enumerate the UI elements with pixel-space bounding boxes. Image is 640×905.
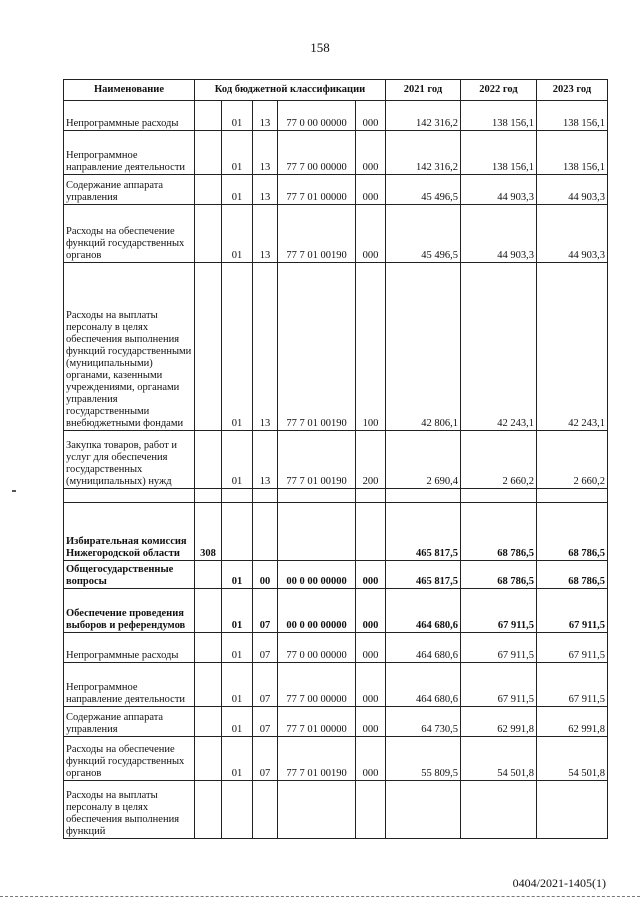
expense-type-code: 000 — [356, 633, 386, 663]
section-code: 01 — [222, 101, 253, 131]
value-2022: 54 501,8 — [461, 737, 537, 781]
section-code: 01 — [222, 263, 253, 431]
table-header — [64, 80, 608, 101]
section-code: 01 — [222, 633, 253, 663]
value-2022: 68 786,5 — [461, 503, 537, 561]
expense-type-code: 000 — [356, 131, 386, 175]
value-2021: 142 316,2 — [386, 131, 461, 175]
section-code: 01 — [222, 205, 253, 263]
subsection-code: 13 — [253, 263, 278, 431]
value-2023: 2 660,2 — [537, 431, 608, 489]
value-2021: 2 690,4 — [386, 431, 461, 489]
table-row — [64, 589, 608, 633]
header-name: Наименование — [64, 80, 195, 101]
table-row — [64, 101, 608, 131]
table-row — [64, 175, 608, 205]
value-2022: 62 991,8 — [461, 707, 537, 737]
table-row — [64, 737, 608, 781]
dept-code — [195, 131, 222, 175]
value-2023: 67 911,5 — [537, 589, 608, 633]
row-name: Содержание аппарата управления — [64, 175, 195, 205]
subsection-code — [253, 503, 278, 561]
header-2023: 2023 год — [537, 80, 608, 101]
section-code: 01 — [222, 589, 253, 633]
header-2021: 2021 год — [386, 80, 461, 101]
table-row — [64, 663, 608, 707]
value-2023 — [537, 781, 608, 839]
row-name: Расходы на выплаты персоналу в целях обеспечения выполнения функций государственными (муниципальными) органами, казенными учреждениями, органами управления государственными внебюджетными фондами — [64, 263, 195, 431]
value-2022: 2 660,2 — [461, 431, 537, 489]
budget-table — [63, 79, 608, 839]
dept-code — [195, 633, 222, 663]
dept-code — [195, 175, 222, 205]
subsection-code: 13 — [253, 131, 278, 175]
value-2023: 54 501,8 — [537, 737, 608, 781]
section-code: 01 — [222, 707, 253, 737]
target-article-code — [278, 781, 356, 839]
table-row — [64, 205, 608, 263]
dept-code — [195, 489, 222, 503]
value-2021: 55 809,5 — [386, 737, 461, 781]
expense-type-code — [356, 781, 386, 839]
target-article-code: 77 7 01 00000 — [278, 707, 356, 737]
value-2022: 67 911,5 — [461, 633, 537, 663]
value-2023: 68 786,5 — [537, 561, 608, 589]
value-2021: 42 806,1 — [386, 263, 461, 431]
value-2022: 67 911,5 — [461, 663, 537, 707]
value-2023: 68 786,5 — [537, 503, 608, 561]
target-article-code: 00 0 00 00000 — [278, 589, 356, 633]
row-name: Расходы на обеспечение функций государственных органов — [64, 205, 195, 263]
value-2021: 465 817,5 — [386, 503, 461, 561]
value-2021: 465 817,5 — [386, 561, 461, 589]
value-2021: 64 730,5 — [386, 707, 461, 737]
dept-code — [195, 707, 222, 737]
value-2023: 42 243,1 — [537, 263, 608, 431]
row-name: Общегосударственные вопросы — [64, 561, 195, 589]
value-2023: 138 156,1 — [537, 131, 608, 175]
row-name: Непрограммное направление деятельности — [64, 131, 195, 175]
dept-code — [195, 781, 222, 839]
target-article-code: 77 7 00 00000 — [278, 131, 356, 175]
dept-code — [195, 561, 222, 589]
section-code: 01 — [222, 131, 253, 175]
row-name: Расходы на выплаты персоналу в целях обеспечения выполнения функций — [64, 781, 195, 839]
subsection-code: 07 — [253, 663, 278, 707]
subsection-code: 13 — [253, 175, 278, 205]
expense-type-code: 000 — [356, 175, 386, 205]
section-code: 01 — [222, 175, 253, 205]
value-2021: 464 680,6 — [386, 589, 461, 633]
table-row — [64, 707, 608, 737]
value-2021: 464 680,6 — [386, 663, 461, 707]
subsection-code: 07 — [253, 707, 278, 737]
value-2023: 67 911,5 — [537, 633, 608, 663]
dept-code — [195, 663, 222, 707]
expense-type-code: 000 — [356, 561, 386, 589]
dept-code — [195, 101, 222, 131]
table-row — [64, 561, 608, 589]
header-code: Код бюджетной классификации — [195, 80, 386, 101]
expense-type-code: 000 — [356, 737, 386, 781]
margin-mark — [12, 490, 16, 492]
page-number: 158 — [310, 40, 330, 55]
dept-code: 308 — [195, 503, 222, 561]
subsection-code: 13 — [253, 205, 278, 263]
expense-type-code: 100 — [356, 263, 386, 431]
dept-code — [195, 589, 222, 633]
section-code: 01 — [222, 431, 253, 489]
value-2023: 138 156,1 — [537, 101, 608, 131]
row-name: Непрограммные расходы — [64, 101, 195, 131]
section-code: 01 — [222, 561, 253, 589]
value-2022: 138 156,1 — [461, 101, 537, 131]
row-name: Обеспечение проведения выборов и референдумов — [64, 589, 195, 633]
expense-type-code: 200 — [356, 431, 386, 489]
table-row — [64, 431, 608, 489]
target-article-code: 00 0 00 00000 — [278, 561, 356, 589]
table-row — [64, 781, 608, 839]
target-article-code: 77 7 00 00000 — [278, 663, 356, 707]
row-name: Расходы на обеспечение функций государственных органов — [64, 737, 195, 781]
value-2023: 44 903,3 — [537, 175, 608, 205]
subsection-code: 13 — [253, 101, 278, 131]
target-article-code: 77 0 00 00000 — [278, 101, 356, 131]
value-2021: 45 496,5 — [386, 175, 461, 205]
value-2022: 44 903,3 — [461, 205, 537, 263]
subsection-code: 00 — [253, 561, 278, 589]
table-row — [64, 263, 608, 431]
table-row — [64, 489, 608, 503]
value-2021: 464 680,6 — [386, 633, 461, 663]
value-2021: 142 316,2 — [386, 101, 461, 131]
subsection-code: 13 — [253, 431, 278, 489]
section-code — [222, 781, 253, 839]
dept-code — [195, 263, 222, 431]
value-2023: 44 903,3 — [537, 205, 608, 263]
target-article-code: 77 7 01 00190 — [278, 205, 356, 263]
target-article-code: 77 7 01 00000 — [278, 175, 356, 205]
value-2023: 67 911,5 — [537, 663, 608, 707]
expense-type-code: 000 — [356, 589, 386, 633]
table-row — [64, 633, 608, 663]
value-2022 — [461, 489, 537, 503]
subsection-code — [253, 781, 278, 839]
dept-code — [195, 431, 222, 489]
section-code: 01 — [222, 737, 253, 781]
value-2023: 62 991,8 — [537, 707, 608, 737]
section-code — [222, 503, 253, 561]
value-2022: 42 243,1 — [461, 263, 537, 431]
row-name: Непрограммное направление деятельности — [64, 663, 195, 707]
section-code: 01 — [222, 663, 253, 707]
header-2022: 2022 год — [461, 80, 537, 101]
target-article-code — [278, 503, 356, 561]
table-row — [64, 503, 608, 561]
value-2022: 138 156,1 — [461, 131, 537, 175]
footer-line — [0, 896, 640, 897]
expense-type-code — [356, 503, 386, 561]
table-row — [64, 131, 608, 175]
expense-type-code: 000 — [356, 663, 386, 707]
subsection-code — [253, 489, 278, 503]
value-2021 — [386, 489, 461, 503]
row-name: Содержание аппарата управления — [64, 707, 195, 737]
target-article-code: 77 7 01 00190 — [278, 263, 356, 431]
row-name: Непрограммные расходы — [64, 633, 195, 663]
row-name — [64, 489, 195, 503]
subsection-code: 07 — [253, 589, 278, 633]
value-2022: 67 911,5 — [461, 589, 537, 633]
expense-type-code: 000 — [356, 707, 386, 737]
section-code — [222, 489, 253, 503]
target-article-code: 77 7 01 00190 — [278, 737, 356, 781]
value-2021: 45 496,5 — [386, 205, 461, 263]
document-code: 0404/2021-1405(1) — [512, 876, 606, 890]
expense-type-code — [356, 489, 386, 503]
subsection-code: 07 — [253, 633, 278, 663]
dept-code — [195, 205, 222, 263]
value-2022: 44 903,3 — [461, 175, 537, 205]
target-article-code: 77 7 01 00190 — [278, 431, 356, 489]
value-2023 — [537, 489, 608, 503]
target-article-code — [278, 489, 356, 503]
row-name: Избирательная комиссия Нижегородской области — [64, 503, 195, 561]
target-article-code: 77 0 00 00000 — [278, 633, 356, 663]
value-2022: 68 786,5 — [461, 561, 537, 589]
expense-type-code: 000 — [356, 205, 386, 263]
dept-code — [195, 737, 222, 781]
expense-type-code: 000 — [356, 101, 386, 131]
value-2021 — [386, 781, 461, 839]
value-2022 — [461, 781, 537, 839]
subsection-code: 07 — [253, 737, 278, 781]
row-name: Закупка товаров, работ и услуг для обеспечения государственных (муниципальных) нужд — [64, 431, 195, 489]
